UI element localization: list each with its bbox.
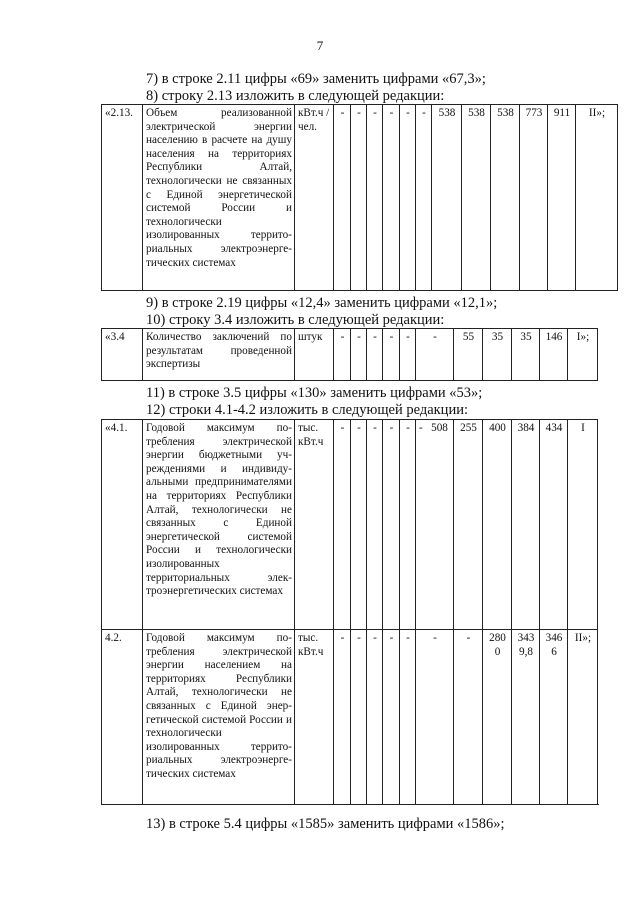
amendment-item-10: 10) строку 3.4 изложить в следующей редакции: <box>146 312 445 328</box>
table-row-3-4 <box>101 328 598 381</box>
value-cell: 773 <box>520 105 548 291</box>
value-cell: - <box>351 420 367 630</box>
value-cell: - <box>383 630 400 805</box>
value-cell: II»; <box>576 105 618 291</box>
table-row-4-2 <box>102 630 598 805</box>
value-cell: 911 <box>548 105 576 291</box>
value-cell: - <box>400 329 416 381</box>
value-cell: 35 <box>483 329 512 381</box>
amendment-item-12: 12) строки 4.1-4.2 изложить в следующей редакции: <box>146 402 468 418</box>
value-cell: - <box>383 329 400 381</box>
row-number: «3.4 <box>102 329 143 381</box>
amendment-item-8: 8) строку 2.13 изложить в следующей редакции: <box>146 88 445 104</box>
row-number: 4.2. <box>102 630 143 805</box>
value-cell: 255 <box>454 420 483 630</box>
value-cell: - <box>400 420 416 630</box>
value-cell: - <box>367 329 383 381</box>
row-description: Годовой максимум потребления электрической энергии населением на территориях Республики Алтай, технологически не связанных с Единой энергетической системой России и технологически изолированных территориальных электроэнергетических системах <box>143 630 295 805</box>
value-cell: 280 0 <box>483 630 512 805</box>
value-cell: - <box>334 329 351 381</box>
value-cell: - <box>400 630 416 805</box>
value-cell: - <box>334 630 351 805</box>
row-number: «2.13. <box>102 105 143 291</box>
value-cell: I <box>568 420 598 630</box>
value-cell: - <box>416 630 454 805</box>
page-number: 7 <box>316 38 324 53</box>
value-cell: 55 <box>454 329 483 381</box>
value-cell: - <box>351 329 367 381</box>
value-cell: 538 <box>432 105 462 291</box>
value-cell: - <box>416 329 454 381</box>
row-unit: кВт.ч /чел. <box>295 105 334 291</box>
value-cell: - <box>383 420 400 630</box>
amendment-item-11: 11) в строке 3.5 цифры «130» заменить цифрами «53»; <box>146 385 483 401</box>
row-description: Количество заключений по результатам проведенной экспертизы <box>143 329 295 381</box>
value-cell: - <box>351 105 367 291</box>
value-cell: - <box>367 420 383 630</box>
value-cell: - <box>367 105 383 291</box>
value-cell: - <box>334 420 351 630</box>
row-description: Годовой максимум потребления электрической энергии бюджетными учреждениями и индивидуальными предпринимателями на территориях Республики Алтай, технологически не связанных с Единой энергетической системой России и технологически изолированных территориальных электроэнергетических системах <box>143 420 295 630</box>
amendment-item-9: 9) в строке 2.19 цифры «12,4» заменить цифрами «12,1»; <box>146 295 498 311</box>
value-cell: - <box>454 630 483 805</box>
row-unit: тыс. кВт.ч <box>295 420 334 630</box>
value-cell: 343 9,8 <box>512 630 540 805</box>
amendment-item-13: 13) в строке 5.4 цифры «1585» заменить цифрами «1586»; <box>146 816 505 832</box>
value-cell: 538 <box>491 105 520 291</box>
value-cell: - <box>367 630 383 805</box>
row-unit: штук <box>295 329 334 381</box>
value-cell: 400 <box>483 420 512 630</box>
value-cell: I»; <box>568 329 598 381</box>
value-cell: - <box>334 105 351 291</box>
value-cell: - <box>416 105 432 291</box>
table-row-2-13 <box>101 104 618 291</box>
value-cell: II»; <box>568 630 598 805</box>
amendment-item-7: 7) в строке 2.11 цифры «69» заменить цифрами «67,3»; <box>146 71 486 87</box>
value-cell: 146 <box>540 329 568 381</box>
row-unit: тыс. кВт.ч <box>295 630 334 805</box>
value-cell: - <box>351 630 367 805</box>
value-cell: 384 <box>512 420 540 630</box>
row-description: Объем реализованной электрической энергии населению в расчете на душу населения на территориях Республики Алтай, технологически не связанных с Единой энергетической системой России и технологически изолированных территориальных электроэнергетических системах <box>143 105 295 291</box>
table-row-4-1 <box>102 420 598 630</box>
value-cell: 538 <box>462 105 491 291</box>
value-cell: 346 6 <box>540 630 568 805</box>
value-cell: 434 <box>540 420 568 630</box>
value-cell: - <box>400 105 416 291</box>
row-number: «4.1. <box>102 420 143 630</box>
value-cell: - 508 <box>416 420 454 630</box>
value-cell: 35 <box>512 329 540 381</box>
value-cell: - <box>383 105 400 291</box>
table-rows-4-1-4-2 <box>101 419 598 805</box>
